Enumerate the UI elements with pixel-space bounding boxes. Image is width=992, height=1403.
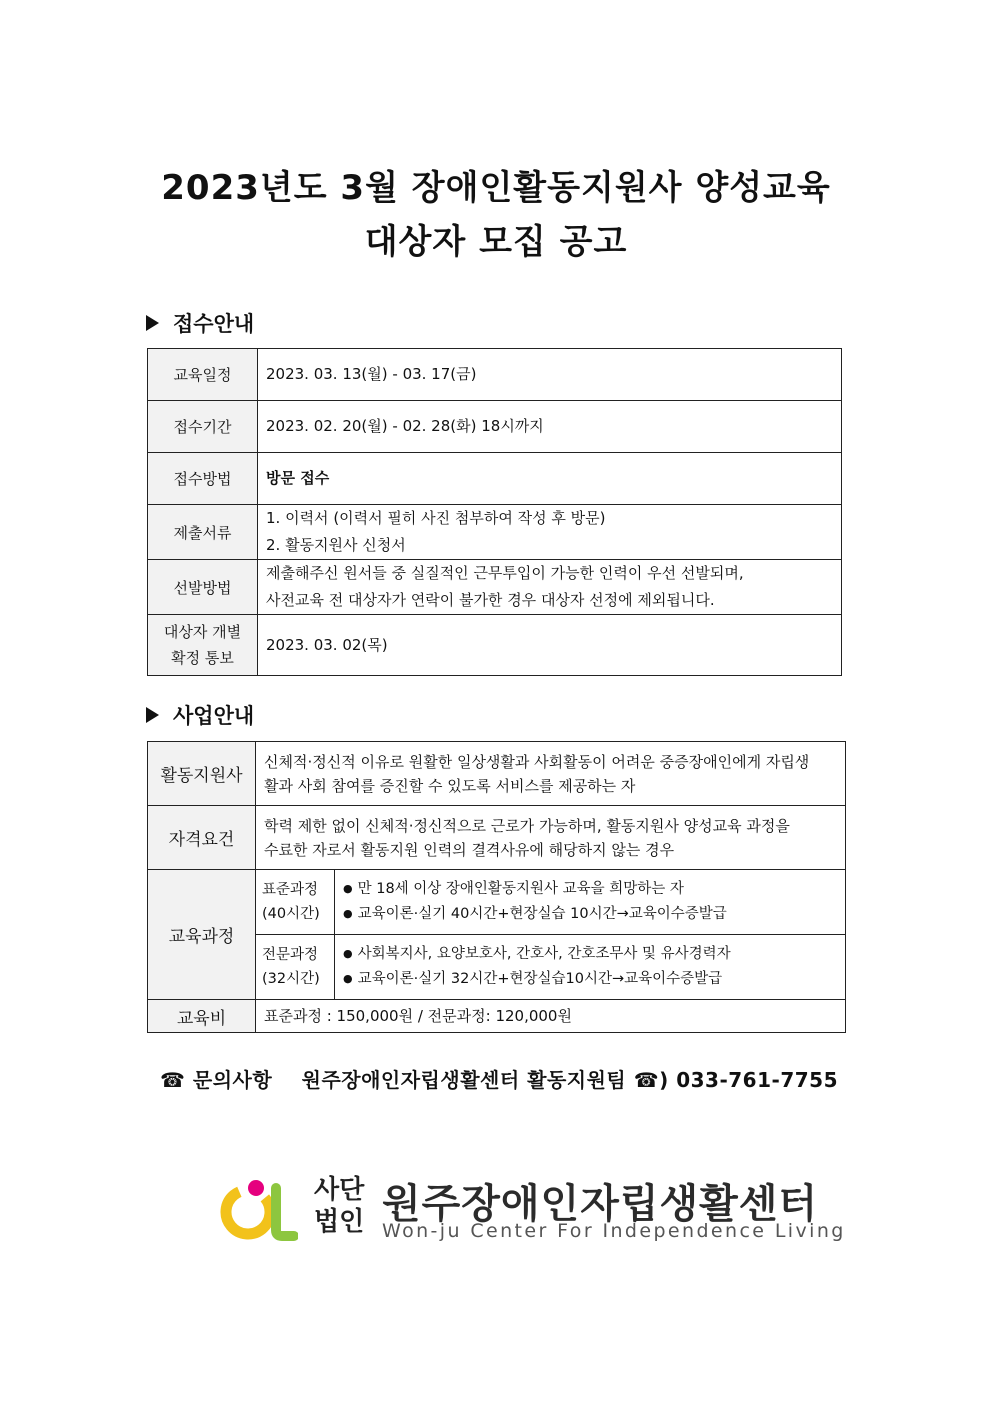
method-label: 접수방법 xyxy=(148,453,258,505)
notice-label-line2: 확정 통보 xyxy=(171,649,234,667)
selection-line2: 사전교육 전 대상자가 연락이 불가한 경우 대상자 선정에 제외됩니다. xyxy=(266,591,715,609)
standard-course-hours: (40시간) xyxy=(262,906,320,922)
logo-name: 원주장애인자립생활센터 xyxy=(382,1181,819,1227)
qualification-value xyxy=(256,806,846,870)
table-row xyxy=(148,806,846,870)
ol-logo-icon xyxy=(218,1176,298,1242)
table-row xyxy=(148,560,842,615)
documents-line2: 2. 활동지원사 신청서 xyxy=(266,536,406,554)
table-row xyxy=(148,742,846,806)
section-reception xyxy=(146,308,254,338)
selection-line1: 제출해주신 원서들 중 실질적인 근무투입이 가능한 인력이 우선 선발되며, xyxy=(266,564,744,582)
period-label: 접수기간 xyxy=(148,401,258,453)
assistant-value xyxy=(256,742,846,806)
table-row xyxy=(148,401,842,453)
notice-label xyxy=(148,615,258,676)
reception-table xyxy=(147,348,842,676)
logo-corp-line1: 사단 xyxy=(314,1175,365,1205)
standard-course-item1: ● 만 18세 이상 장애인활동지원사 교육을 희망하는 자 xyxy=(343,877,837,902)
fee-value: 표준과정 : 150,000원 / 전문과정: 120,000원 xyxy=(256,1000,846,1033)
table-row xyxy=(148,505,842,560)
schedule-label: 교육일정 xyxy=(148,349,258,401)
method-value: 방문 접수 xyxy=(258,453,842,505)
section-business xyxy=(146,700,254,730)
contact-phone: ☎) 033-761-7755 xyxy=(633,1068,838,1092)
assistant-line1: 신체적·정신적 이유로 원활한 일상생활과 사회활동이 어려운 중증장애인에게 자립생 xyxy=(264,752,810,771)
documents-label: 제출서류 xyxy=(148,505,258,560)
standard-course-title: 표준과정 xyxy=(262,882,319,898)
center-logo xyxy=(218,1170,846,1250)
logo-corp xyxy=(314,1174,364,1238)
page-title-line1: 2023년도 3월 장애인활동지원사 양성교육 xyxy=(161,168,831,208)
triangle-bullet-icon xyxy=(146,707,159,723)
logo-corp-line2: 법인 xyxy=(314,1207,365,1237)
table-row xyxy=(148,870,846,935)
expert-course-hours: (32시간) xyxy=(262,971,320,987)
qualification-line1: 학력 제한 없이 신체적·정신적으로 근로가 가능하며, 활동지원사 양성교육 과정을 xyxy=(264,816,790,835)
table-row xyxy=(148,349,842,401)
notice-label-line1: 대상자 개별 xyxy=(163,623,242,641)
expert-course-item1: ● 사회복지사, 요양보호사, 간호사, 간호조무사 및 유사경력자 xyxy=(343,942,837,967)
table-row xyxy=(148,615,842,676)
phone-icon: ☎ xyxy=(160,1068,186,1092)
schedule-value: 2023. 03. 13(월) - 03. 17(금) xyxy=(258,349,842,401)
selection-value xyxy=(258,560,842,615)
business-table xyxy=(147,741,846,1033)
qualification-line2: 수료한 자로서 활동지원 인력의 결격사유에 해당하지 않는 경우 xyxy=(264,840,675,859)
documents-value xyxy=(258,505,842,560)
contact-line xyxy=(160,1064,838,1093)
section-business-heading: 사업안내 xyxy=(173,704,255,728)
standard-course-item2: ● 교육이론·실기 40시간+현장실습 10시간→교육이수증발급 xyxy=(343,902,837,927)
standard-course-name xyxy=(256,870,335,935)
contact-org: 원주장애인자립생활센터 활동지원팀 xyxy=(301,1068,627,1092)
assistant-label: 활동지원사 xyxy=(148,742,256,806)
section-reception-heading: 접수안내 xyxy=(173,312,255,336)
period-value: 2023. 02. 20(월) - 02. 28(화) 18시까지 xyxy=(258,401,842,453)
expert-course-details xyxy=(335,935,846,1000)
documents-line1: 1. 이력서 (이력서 필히 사진 첨부하여 작성 후 방문) xyxy=(266,509,606,527)
qualification-label: 자격요건 xyxy=(148,806,256,870)
notice-value: 2023. 03. 02(목) xyxy=(258,615,842,676)
contact-label: 문의사항 xyxy=(192,1068,273,1092)
logo-english-name: Won-ju Center For Independence Living xyxy=(382,1220,846,1242)
expert-course-title: 전문과정 xyxy=(262,947,319,963)
triangle-bullet-icon xyxy=(146,315,159,331)
expert-course-item2: ● 교육이론·실기 32시간+현장실습10시간→교육이수증발급 xyxy=(343,967,837,992)
page-title-line2: 대상자 모집 공고 xyxy=(364,222,628,262)
standard-course-details xyxy=(335,870,846,935)
fee-label: 교육비 xyxy=(148,1000,256,1033)
selection-label: 선발방법 xyxy=(148,560,258,615)
table-row xyxy=(148,1000,846,1033)
table-row xyxy=(148,453,842,505)
course-label: 교육과정 xyxy=(148,870,256,1000)
expert-course-name xyxy=(256,935,335,1000)
assistant-line2: 활과 사회 참여를 증진할 수 있도록 서비스를 제공하는 자 xyxy=(264,776,636,795)
